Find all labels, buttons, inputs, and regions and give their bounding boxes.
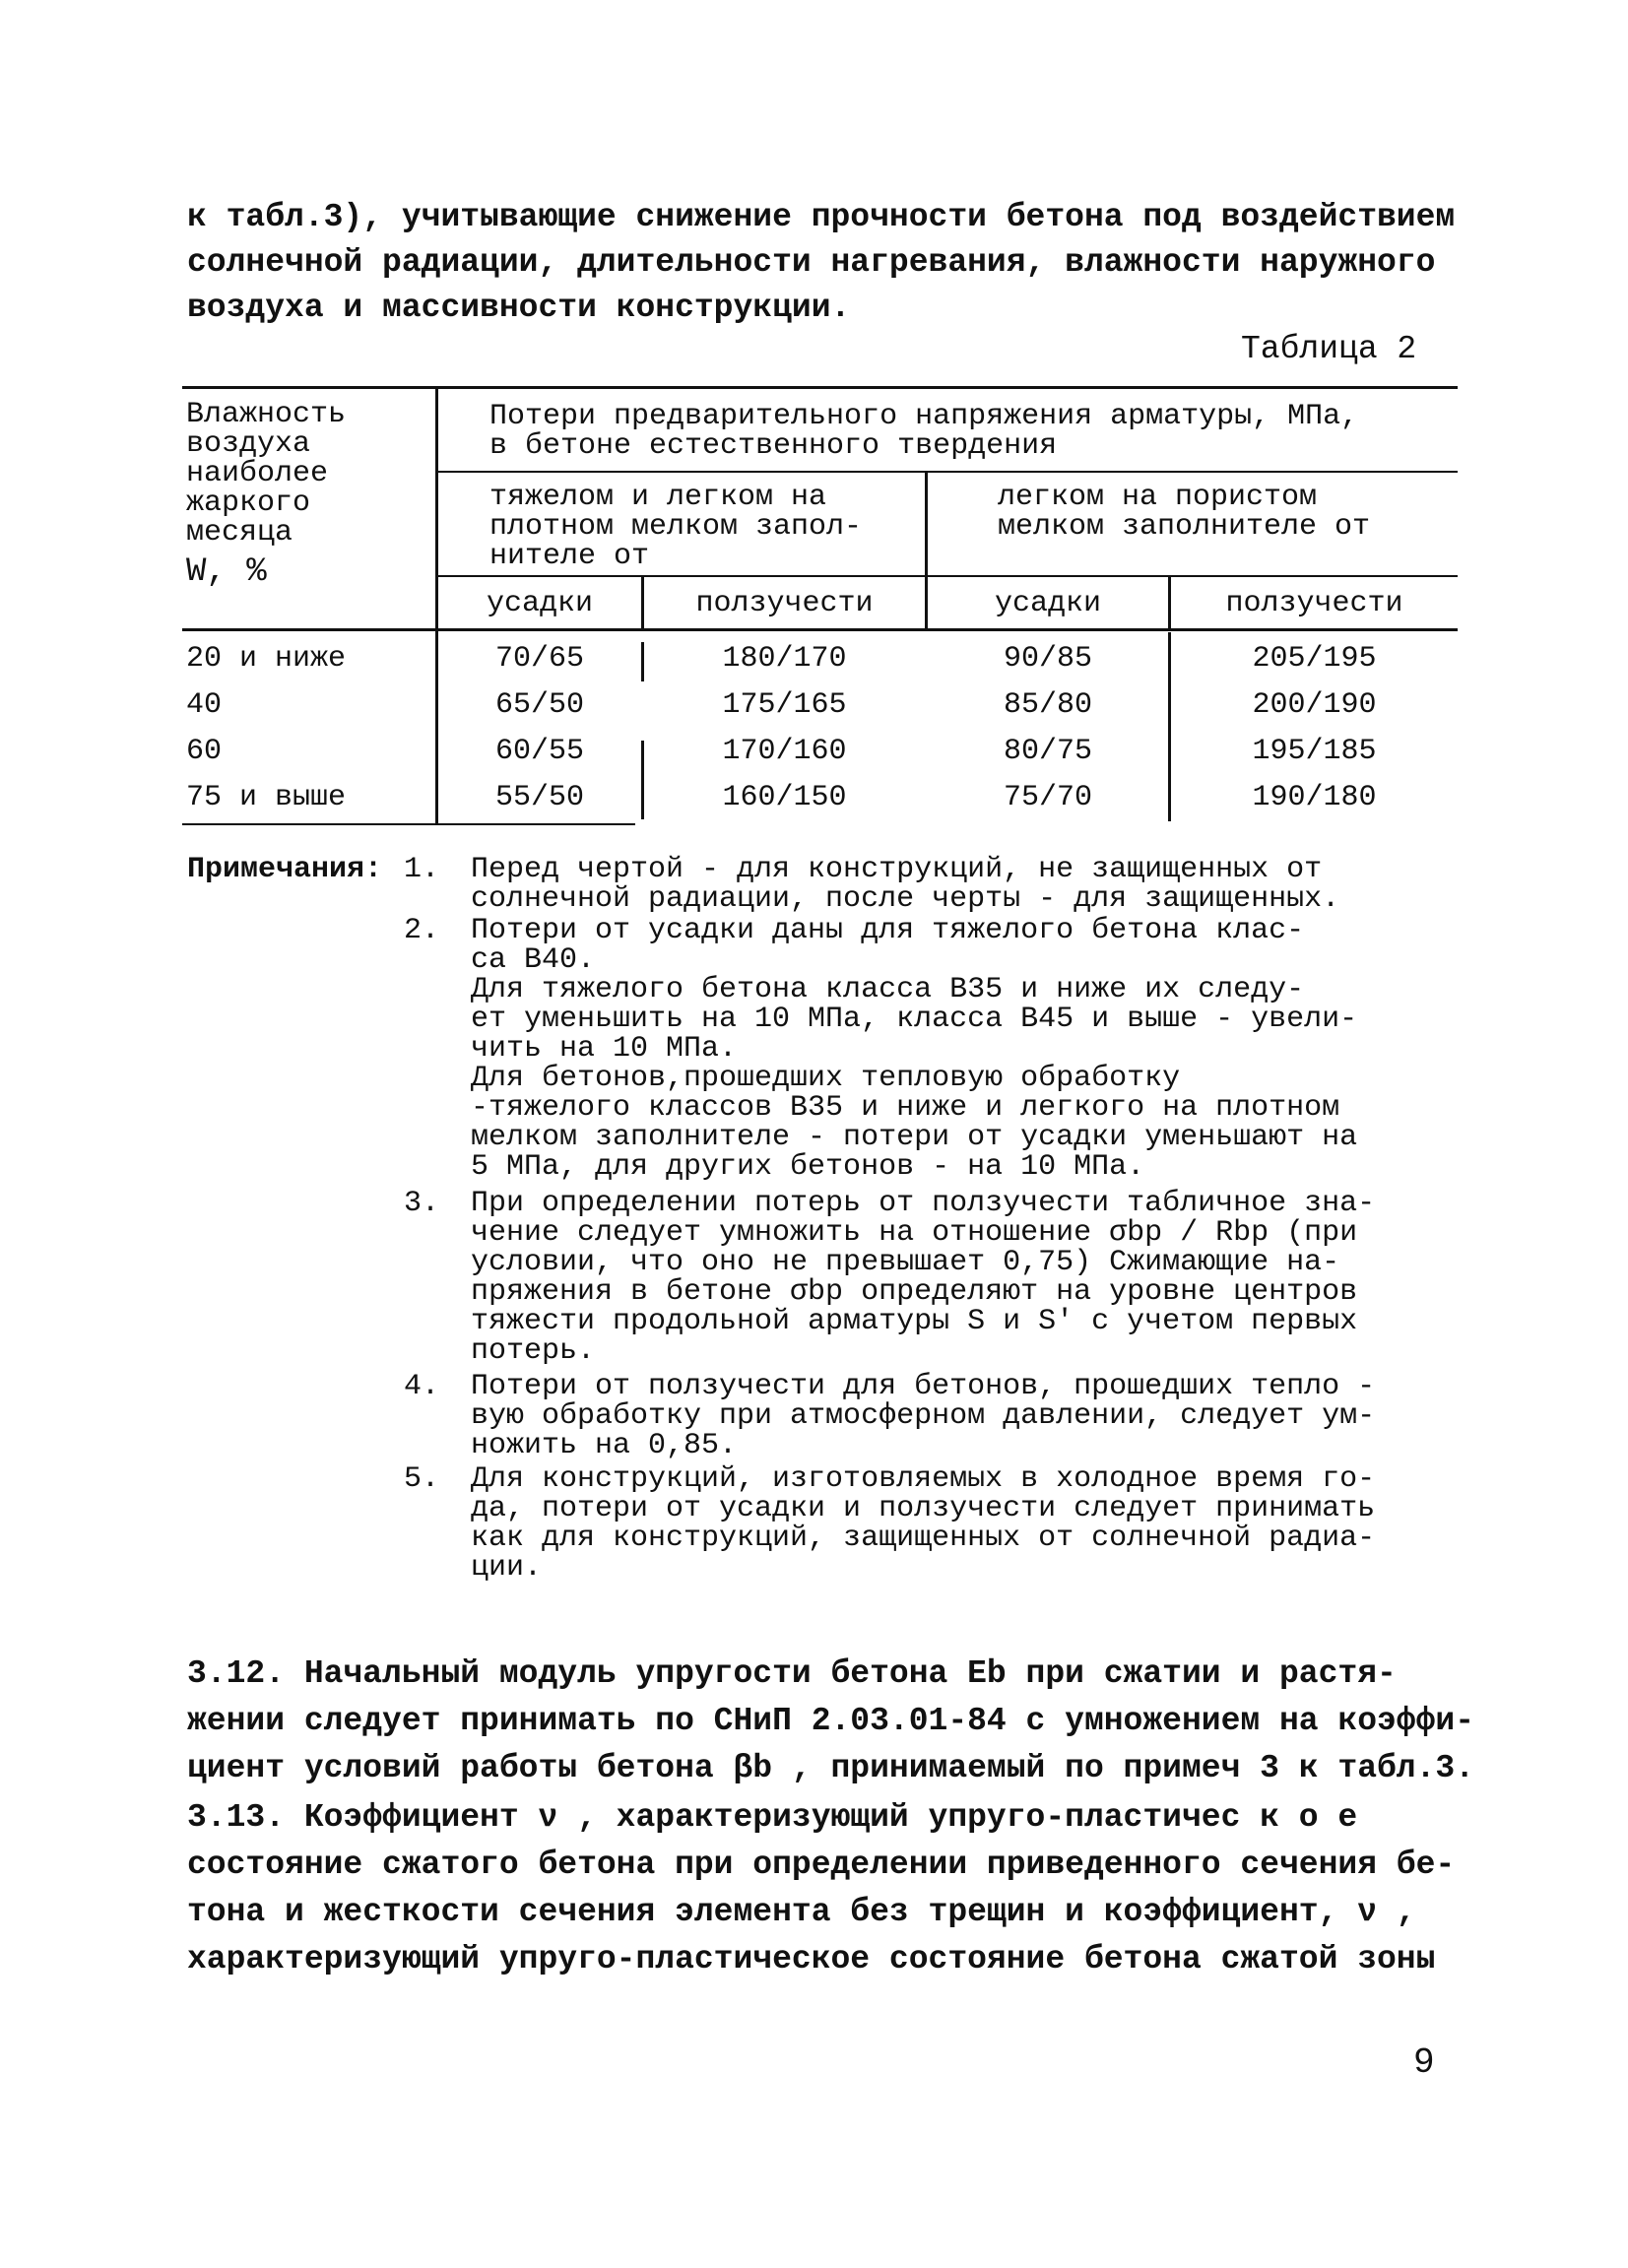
cell-value: 180/170 (722, 642, 847, 676)
notes-label: Примечания: (187, 853, 383, 886)
cell-value: 65/50 (494, 688, 584, 722)
cell-value: 195/185 (1252, 735, 1377, 768)
cell-value: 175/165 (722, 688, 847, 722)
note-text (471, 1372, 1456, 1460)
paragraph-line: состояние сжатого бетона при определении приведенного сечения бе- (187, 1847, 1456, 1883)
cell-value: 55/50 (494, 781, 584, 814)
note-line: При определении потерь от ползучести табличное зна- (471, 1187, 1376, 1220)
header-line: воздуха (186, 427, 311, 461)
subheader-shrinkage: усадки (486, 587, 594, 620)
cell-value: 75/70 (1003, 781, 1092, 814)
table-subheader-rule (436, 575, 1458, 577)
subheader-shrinkage: усадки (994, 587, 1102, 620)
note-text (471, 855, 1456, 914)
note-line: Для конструкций, изготовляемых в холодное время го- (471, 1462, 1376, 1496)
cell-value: 205/195 (1252, 642, 1377, 676)
header-line: в бетоне естественного твердения (489, 429, 1058, 463)
losses-table (182, 386, 1458, 829)
note-line: потерь. (471, 1334, 596, 1368)
header-line: плотном мелком запол- (489, 510, 863, 544)
cell-value: 90/85 (1003, 642, 1092, 676)
header-line: месяца (186, 516, 293, 550)
header-line: Влажность (186, 398, 347, 431)
cell-humidity: 20 и ниже (186, 642, 347, 676)
paragraph-3-13 (187, 1794, 1458, 1983)
subheader-creep: ползучести (1225, 587, 1403, 620)
header-line: W, % (186, 553, 267, 591)
note-line: са В40. (471, 943, 596, 977)
cell-value: 70/65 (494, 642, 584, 676)
cell-value: 80/75 (1003, 735, 1092, 768)
table-bottom-rule (182, 823, 635, 825)
intro-paragraph (187, 195, 1456, 331)
cell-humidity: 75 и выше (186, 781, 347, 814)
header-line: легком на пористом (998, 481, 1318, 514)
note-line: Для тяжелого бетона класса В35 и ниже их следу- (471, 973, 1305, 1006)
cell-humidity: 40 (186, 688, 223, 722)
note-number: 1. (404, 853, 440, 886)
paragraph-line: тона и жесткости сечения элемента без трещин и коэффициент, ν , (187, 1894, 1416, 1930)
paragraph-line: характеризующий упруго-пластическое состояние бетона сжатой зоны (187, 1941, 1436, 1977)
note-line: да, потери от усадки и ползучести следует принимать (471, 1492, 1376, 1525)
note-line: условии, что оно не превышает 0,75) Сжимающие на- (471, 1246, 1340, 1279)
cell-value: 160/150 (722, 781, 847, 814)
note-line: ет уменьшить на 10 МПа, класса В45 и выше - увели- (471, 1003, 1358, 1036)
note-number: 5. (404, 1462, 440, 1496)
note-line: чить на 10 МПа. (471, 1032, 738, 1066)
note-line: Для бетонов,прошедших тепловую обработку (471, 1062, 1181, 1095)
header-line: тяжелом и легком на (489, 481, 827, 514)
note-text (471, 916, 1456, 1182)
intro-line: солнечной радиации, длительности нагревания, влажности наружного (187, 244, 1436, 281)
header-line: нителе от (489, 540, 650, 573)
cell-value: 170/160 (722, 735, 847, 768)
note-line: пряжения в бетоне σbp определяют на уровне центров (471, 1275, 1358, 1309)
note-number: 2. (404, 914, 440, 947)
note-number: 3. (404, 1187, 440, 1220)
group-header-dense-aggregate (489, 483, 862, 571)
paragraph-line: циент условий работы бетона βb , принимаемый по примеч 3 к табл.3. (187, 1750, 1475, 1786)
note-line: Перед чертой - для конструкций, не защищенных от (471, 853, 1323, 886)
note-line: -тяжелого классов В35 и ниже и легкого на плотном (471, 1091, 1340, 1125)
cell-value: 85/80 (1003, 688, 1092, 722)
note-line: ции. (471, 1551, 543, 1585)
note-line: 5 МПа, для других бетонов - на 10 МПа. (471, 1150, 1145, 1184)
table-top-rule (182, 386, 1458, 389)
note-line: вую обработку при атмосферном давлении, следует ум- (471, 1399, 1376, 1433)
cell-value: 60/55 (494, 735, 584, 768)
table-header-bottom-rule (182, 628, 1458, 631)
cell-humidity: 60 (186, 735, 223, 768)
page-number: 9 (1413, 2042, 1435, 2083)
header-line: наиболее (186, 457, 329, 490)
header-line: Потери предварительного напряжения арматуры, МПа, (489, 400, 1359, 433)
note-line: Потери от ползучести для бетонов, прошедших тепло - (471, 1370, 1376, 1403)
note-line: как для конструкций, защищенных от солнечной радиа- (471, 1522, 1376, 1555)
cell-value: 190/180 (1252, 781, 1377, 814)
note-number: 4. (404, 1370, 440, 1403)
note-line: ножить на 0,85. (471, 1429, 738, 1462)
table-header-rule (436, 471, 1458, 473)
note-line: мелком заполнителе - потери от усадки уменьшают на (471, 1121, 1358, 1154)
note-text (471, 1464, 1456, 1583)
header-line: жаркого (186, 486, 311, 520)
main-header (489, 402, 1358, 461)
group-header-porous-aggregate (998, 483, 1370, 542)
intro-line: воздуха и массивности конструкции. (187, 290, 851, 326)
table-caption: Таблица 2 (1241, 331, 1417, 367)
note-line: тяжести продольной арматуры S и S' с учетом первых (471, 1305, 1358, 1338)
paragraph-line: жении следует принимать по СНиП 2.03.01-84 с умножением на коэффи- (187, 1703, 1475, 1739)
cell-value: 200/190 (1252, 688, 1377, 722)
note-line: Потери от усадки даны для тяжелого бетона клас- (471, 914, 1305, 947)
intro-line: к табл.3), учитывающие снижение прочности бетона под воздействием (187, 199, 1456, 235)
note-text (471, 1189, 1456, 1366)
subheader-creep: ползучести (695, 587, 874, 620)
paragraph-line: 3.12. Начальный модуль упругости бетона Eb при сжатии и растя- (187, 1655, 1397, 1692)
paragraph-3-12 (187, 1651, 1475, 1792)
paragraph-line: 3.13. Коэффициент ν , характеризующий упруго-пластичес к о е (187, 1799, 1358, 1836)
column-header-humidity (186, 398, 347, 591)
header-line: мелком заполнителе от (998, 510, 1371, 544)
note-line: солнечной радиации, после черты - для защищенных. (471, 882, 1340, 916)
note-line: чение следует умножить на отношение σbp / Rbp (при (471, 1216, 1358, 1250)
